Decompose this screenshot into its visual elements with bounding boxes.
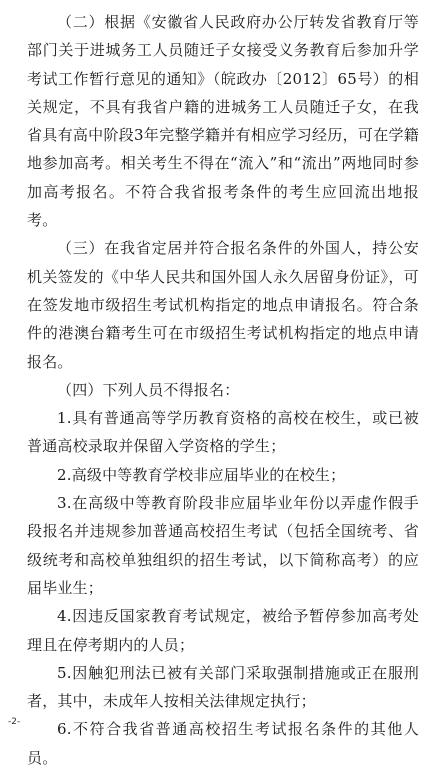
list-item-3: 3.在高级中等教育阶段非应届毕业年份以弄虚作假手段报名并违规参加普通高校招生考试（包括全国统考、省级统考和高校单独组织的招生考试，以下简称高考）的应届毕业生； bbox=[27, 494, 419, 597]
list-item-5: 5.因触犯刑法已被有关部门采取强制措施或正在服刑者，其中，未成年人按相关法律规定执行； bbox=[27, 663, 419, 711]
paragraph-foreigners: （三）在我省定居并符合报名条件的外国人，持公安机关签发的《中华人民共和国外国人永久居留身份证》，可在签发地市级招生考试机构指定的地点申请报名。符合条件的港澳台籍考生可在市级招生考试机构指定的地点申请报名。 bbox=[27, 239, 419, 371]
document-page bbox=[27, 8, 419, 772]
list-item-4: 4.因违反国家教育考试规定，被给予暂停参加高考处理且在停考期内的人员； bbox=[27, 607, 419, 654]
list-item-1: 1.具有普通高等学历教育资格的高校在校生，或已被普通高校录取并保留入学资格的学生； bbox=[27, 409, 419, 456]
page-number: -2- bbox=[8, 717, 21, 727]
list-item-2: 2.高级中等教育学校非应届毕业的在校生； bbox=[57, 465, 346, 484]
paragraph-ineligible-heading: （四）下列人员不得报名： bbox=[57, 380, 240, 399]
list-item-6: 6.不符合我省普通高校招生考试报名条件的其他人员。 bbox=[27, 720, 419, 767]
paragraph-migrant-children: （二）根据《安徽省人民政府办公厅转发省教育厅等部门关于进城务工人员随迁子女接受义务教育后参加升学考试工作暂行意见的通知》（皖政办〔2012〕65号）的相关规定，不具有我省户籍的进城务工人员随迁子女，在我省具有高中阶段3年完整学籍并有相应学习经历，可在学籍地参加高考。相关考生不得在“流入”和“流出”两地同时参加高考报名。不符合我省报考条件的考生应回流出地报考。 bbox=[27, 13, 419, 230]
